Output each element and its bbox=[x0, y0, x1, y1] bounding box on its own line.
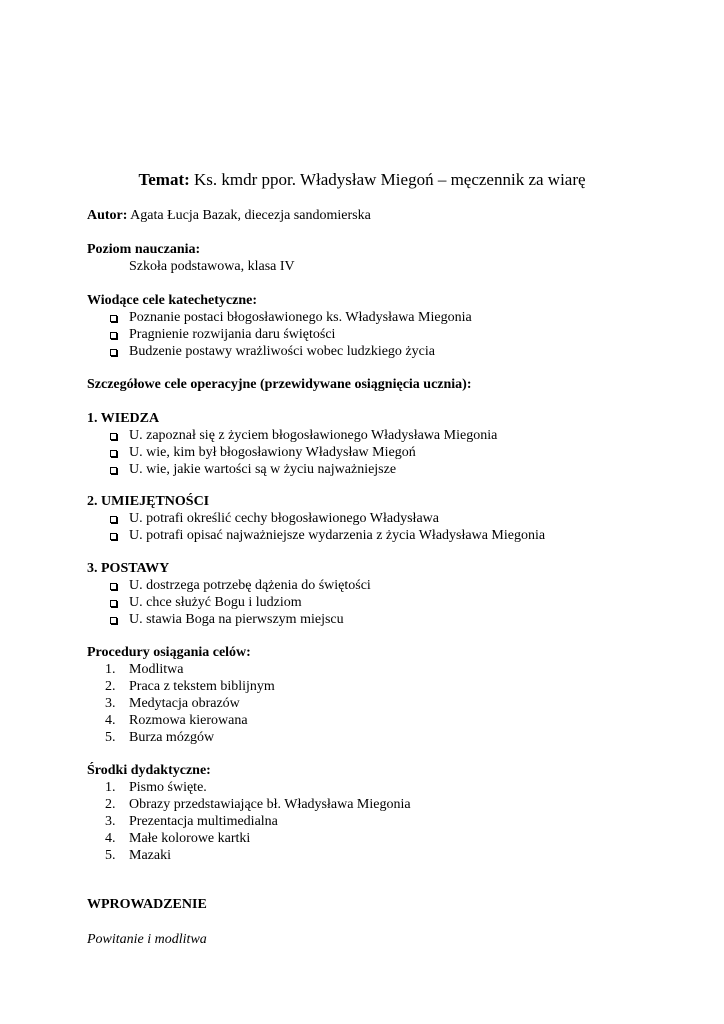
square-bullet-icon bbox=[110, 450, 117, 457]
item-number: 2. bbox=[105, 797, 116, 812]
list-item: 2. Praca z tekstem biblijnym bbox=[105, 679, 275, 694]
resources-section bbox=[87, 762, 684, 864]
attitudes-heading: 3. POSTAWY bbox=[87, 561, 170, 576]
attitudes-list bbox=[87, 577, 684, 628]
item-number: 3. bbox=[105, 696, 116, 711]
introduction-subheading: Powitanie i modlitwa bbox=[87, 932, 207, 947]
list-item: 2. Obrazy przedstawiające bł. Władysława Miegonia bbox=[105, 797, 411, 812]
square-bullet-icon bbox=[110, 600, 117, 607]
author-label: Autor: bbox=[87, 208, 128, 223]
knowledge-heading: 1. WIEDZA bbox=[87, 411, 160, 426]
list-item: Poznanie postaci błogosławionego ks. Władysława Miegonia bbox=[87, 309, 684, 326]
resources-list bbox=[87, 779, 684, 864]
attitudes-section bbox=[87, 560, 684, 628]
square-bullet-icon bbox=[110, 617, 117, 624]
list-item: Budzenie postawy wrażliwości wobec ludzkiego życia bbox=[87, 343, 684, 360]
level-text: Szkoła podstawowa, klasa IV bbox=[129, 259, 295, 274]
list-item: U. dostrzega potrzebę dążenia do świętości bbox=[87, 577, 684, 594]
author-text: Agata Łucja Bazak, diecezja sandomierska bbox=[130, 208, 371, 223]
list-item: Pragnienie rozwijania daru świętości bbox=[87, 326, 684, 343]
list-item: U. wie, kim był błogosławiony Władysław Miegoń bbox=[87, 444, 684, 461]
item-number: 3. bbox=[105, 814, 116, 829]
goals-heading: Wiodące cele katechetyczne: bbox=[87, 293, 258, 308]
goals-list bbox=[87, 309, 684, 360]
list-item: U. potrafi określić cechy błogosławionego Władysława bbox=[87, 510, 684, 527]
list-item: 4. Małe kolorowe kartki bbox=[105, 831, 251, 846]
list-item: 3. Prezentacja multimedialna bbox=[105, 814, 278, 829]
level-heading: Poziom nauczania: bbox=[87, 242, 201, 257]
introduction-heading: WPROWADZENIE bbox=[87, 897, 207, 912]
item-number: 5. bbox=[105, 848, 116, 863]
list-item: 5. Burza mózgów bbox=[105, 730, 215, 745]
knowledge-list bbox=[87, 427, 684, 478]
knowledge-section bbox=[87, 410, 684, 478]
procedures-heading: Procedury osiągania celów: bbox=[87, 645, 251, 660]
square-bullet-icon bbox=[110, 533, 117, 540]
procedures-section bbox=[87, 644, 684, 746]
list-item: U. stawia Boga na pierwszym miejscu bbox=[87, 611, 684, 628]
list-item: 1. Modlitwa bbox=[105, 662, 184, 677]
title-label: Temat: bbox=[138, 170, 190, 189]
list-item: U. chce służyć Bogu i ludziom bbox=[87, 594, 684, 611]
operational-heading: Szczegółowe cele operacyjne (przewidywane osiągnięcia ucznia): bbox=[87, 377, 472, 392]
square-bullet-icon bbox=[110, 315, 117, 322]
square-bullet-icon bbox=[110, 516, 117, 523]
list-item: U. wie, jakie wartości są w życiu najważniejsze bbox=[87, 461, 684, 478]
square-bullet-icon bbox=[110, 433, 117, 440]
procedures-list bbox=[87, 661, 684, 746]
item-number: 4. bbox=[105, 831, 116, 846]
item-number: 4. bbox=[105, 713, 116, 728]
square-bullet-icon bbox=[110, 349, 117, 356]
resources-heading: Środki dydaktyczne: bbox=[87, 763, 211, 778]
skills-heading: 2. UMIEJĘTNOŚCI bbox=[87, 494, 210, 509]
square-bullet-icon bbox=[110, 583, 117, 590]
list-item: 3. Medytacja obrazów bbox=[105, 696, 240, 711]
list-item: U. potrafi opisać najważniejsze wydarzenia z życia Władysława Miegonia bbox=[87, 527, 684, 544]
item-number: 2. bbox=[105, 679, 116, 694]
list-item: U. zapoznał się z życiem błogosławionego Władysława Miegonia bbox=[87, 427, 684, 444]
square-bullet-icon bbox=[110, 332, 117, 339]
title-text: Ks. kmdr ppor. Władysław Miegoń – męczennik za wiarę bbox=[194, 170, 586, 189]
list-item: 5. Mazaki bbox=[105, 848, 171, 863]
author-line bbox=[87, 207, 684, 224]
page-title bbox=[0, 169, 724, 191]
goals-section bbox=[87, 292, 684, 360]
square-bullet-icon bbox=[110, 467, 117, 474]
level-section bbox=[87, 241, 684, 275]
item-number: 5. bbox=[105, 730, 116, 745]
list-item: 1. Pismo święte. bbox=[105, 780, 207, 795]
skills-list bbox=[87, 510, 684, 544]
item-number: 1. bbox=[105, 780, 116, 795]
list-item: 4. Rozmowa kierowana bbox=[105, 713, 248, 728]
skills-section bbox=[87, 493, 684, 544]
item-number: 1. bbox=[105, 662, 116, 677]
